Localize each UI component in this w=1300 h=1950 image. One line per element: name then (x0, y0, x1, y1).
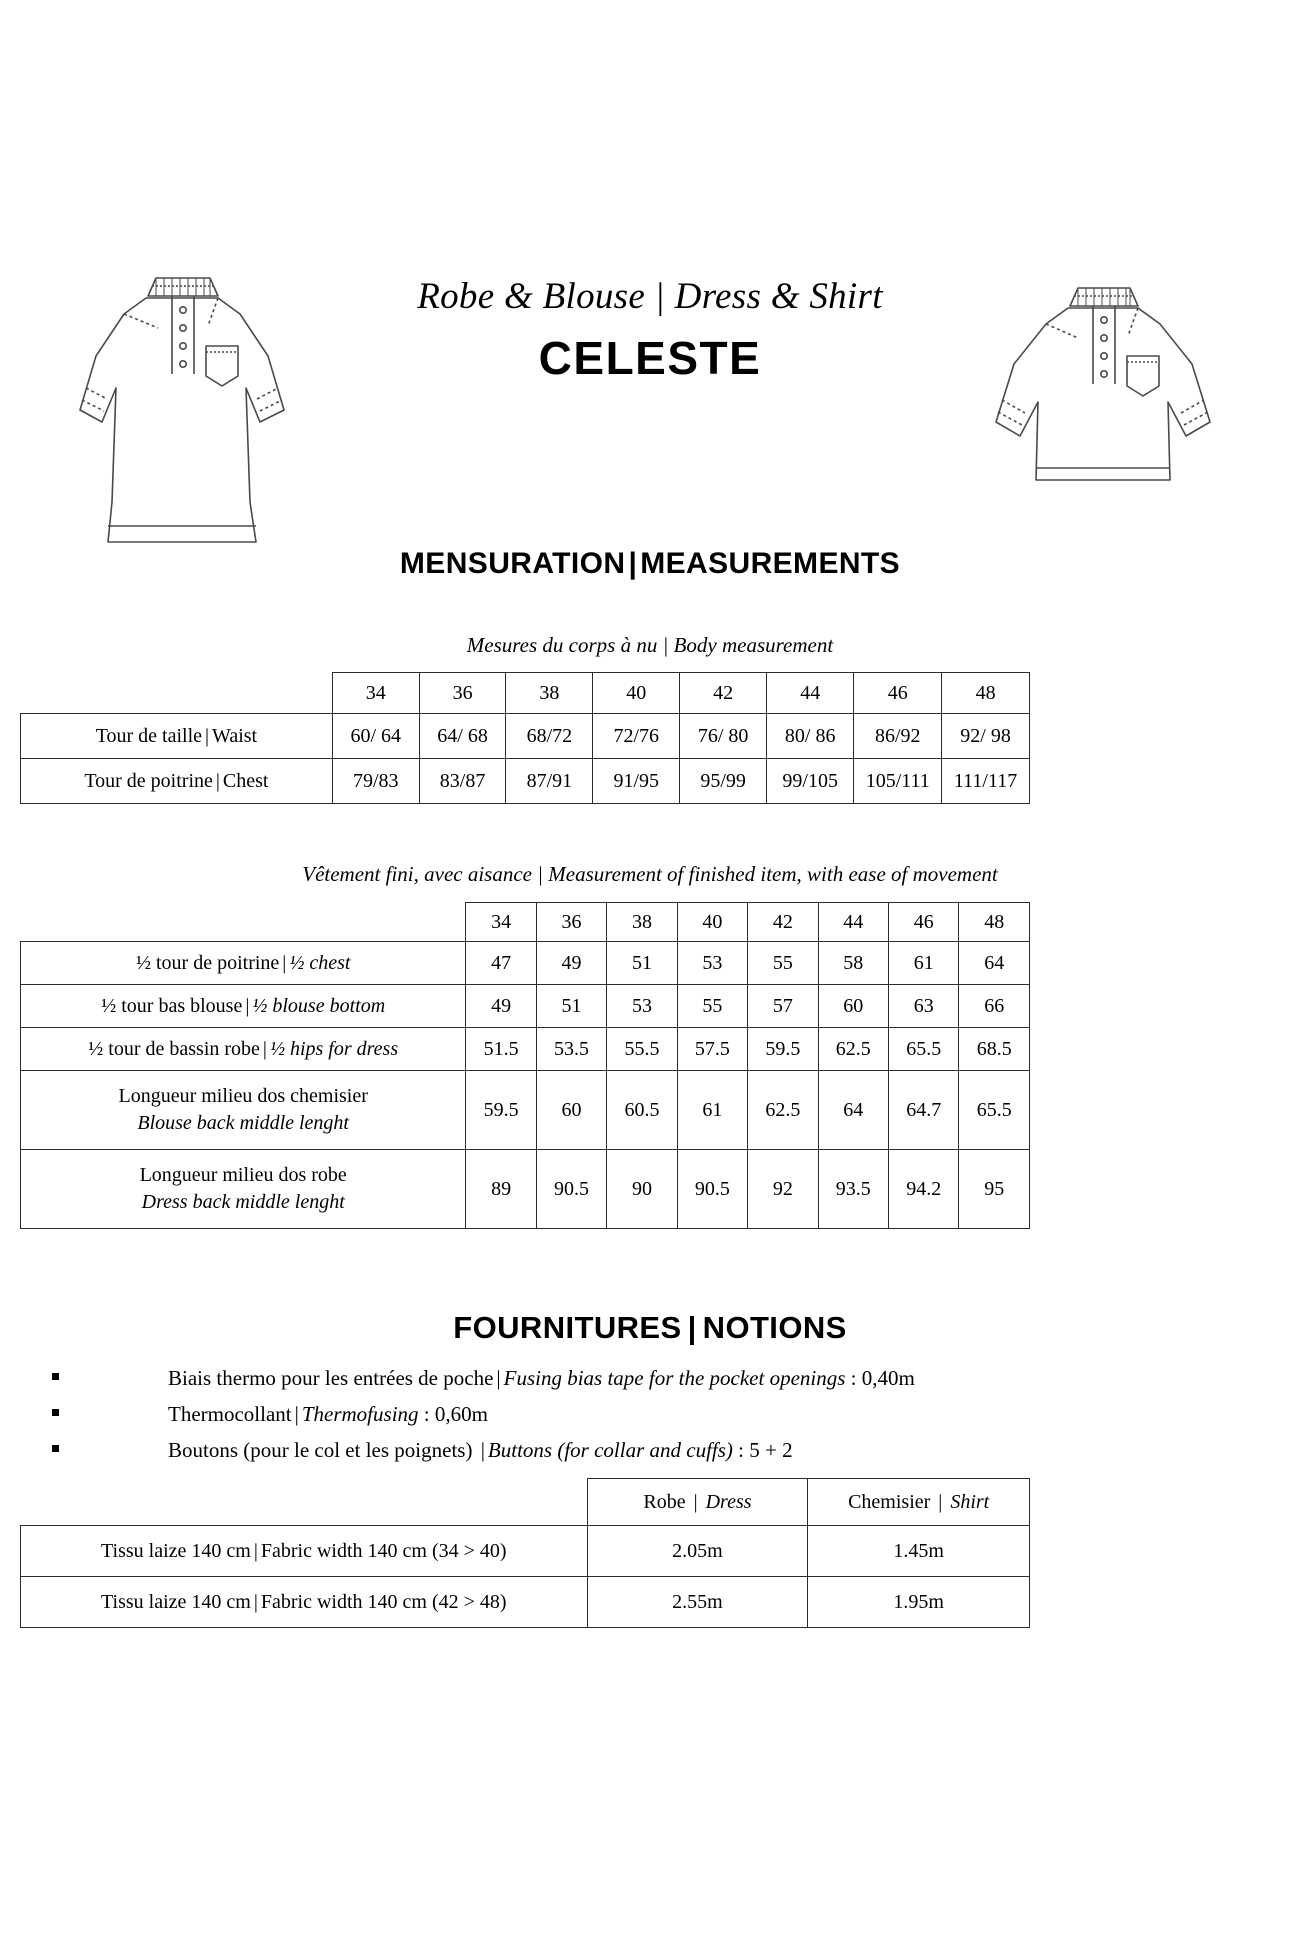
notions-section-heading (0, 1310, 1300, 1346)
measurement-value: 64 (818, 1071, 888, 1150)
size-header-42: 42 (680, 673, 767, 714)
label-en: Waist (212, 724, 258, 747)
label-en: Chest (222, 769, 269, 792)
header-en: Shirt (950, 1490, 990, 1513)
table-header-row (21, 673, 1030, 714)
measurement-value: 64.7 (889, 1071, 959, 1150)
size-header-42: 42 (748, 903, 818, 942)
table-row (21, 1526, 1030, 1577)
heading-separator: | (687, 1310, 697, 1345)
list-item (40, 1396, 1140, 1432)
measurement-value: 57.5 (677, 1028, 747, 1071)
table-header-row (21, 1479, 1030, 1526)
measurement-value: 90.5 (536, 1150, 606, 1229)
measurement-label (21, 942, 466, 985)
table-row (21, 1150, 1030, 1229)
measurement-value: 111/117 (942, 759, 1030, 804)
measurement-value: 66 (959, 985, 1030, 1028)
label-separator: | (294, 1402, 299, 1427)
size-header-44: 44 (818, 903, 888, 942)
measurement-value: 58 (818, 942, 888, 985)
header-en: Dress (705, 1490, 752, 1513)
fabric-width-label (21, 1526, 588, 1577)
measurement-value: 76/ 80 (680, 714, 767, 759)
label-fr: Tissu laize 140 cm (101, 1590, 251, 1613)
label-separator: | (496, 1366, 501, 1390)
measurement-value: 60 (536, 1071, 606, 1150)
label-en: Dress back middle lenght (141, 1191, 345, 1213)
size-header-48: 48 (942, 673, 1030, 714)
measurement-value: 92 (748, 1150, 818, 1229)
header-fr: Robe (643, 1490, 686, 1513)
measurements-heading-fr: MENSURATION (399, 547, 626, 580)
shirt-illustration (980, 280, 1230, 525)
measurement-value: 68/72 (506, 714, 593, 759)
measurement-value: 59.5 (748, 1028, 818, 1071)
label-fr: Tissu laize 140 cm (101, 1539, 251, 1562)
size-header-48: 48 (959, 903, 1030, 942)
label-separator: | (215, 769, 220, 792)
notion-quantity: : 0,60m (418, 1402, 488, 1427)
garment-header-dress (587, 1479, 808, 1526)
measurement-value: 60 (818, 985, 888, 1028)
label-en: Blouse back middle lenght (137, 1112, 349, 1134)
finished-measurement-caption: Vêtement fini, avec aisance | Measurement of finished item, with ease of movement (302, 862, 998, 886)
size-header-46: 46 (854, 673, 942, 714)
measurement-value: 68.5 (959, 1028, 1030, 1071)
list-item (40, 1360, 1140, 1396)
dress-fabric-value: 2.55m (587, 1577, 808, 1628)
header-fr: Chemisier (848, 1490, 931, 1513)
fabric-width-label (21, 1577, 588, 1628)
measurement-label (21, 714, 333, 759)
measurement-label (21, 1028, 466, 1071)
table-row (21, 1071, 1030, 1150)
label-fr: Longueur milieu dos robe (139, 1164, 347, 1186)
measurement-value: 93.5 (818, 1150, 888, 1229)
measurement-value: 55 (748, 942, 818, 985)
table-row (21, 759, 1030, 804)
measurement-value: 79/83 (332, 759, 419, 804)
measurement-value: 51 (607, 942, 677, 985)
measurement-label (21, 1150, 466, 1229)
notions-list (40, 1360, 1140, 1468)
measurement-label (21, 1071, 466, 1150)
measurement-value: 63 (889, 985, 959, 1028)
measurement-value: 55.5 (607, 1028, 677, 1071)
label-separator: | (688, 1490, 703, 1513)
garment-header-shirt (808, 1479, 1030, 1526)
measurement-value: 89 (466, 1150, 536, 1229)
measurement-value: 60.5 (607, 1071, 677, 1150)
measurement-value: 49 (466, 985, 536, 1028)
table-row (21, 985, 1030, 1028)
measurement-value: 92/ 98 (942, 714, 1030, 759)
measurement-value: 53 (607, 985, 677, 1028)
dress-illustration (60, 270, 320, 565)
label-separator: | (282, 951, 287, 974)
label-en: Fabric width 140 cm (42 > 48) (260, 1590, 507, 1613)
measurement-value: 80/ 86 (767, 714, 854, 759)
label-fr: Longueur milieu dos chemisier (118, 1085, 368, 1107)
label-separator: | (205, 724, 210, 747)
fabric-requirement-table (20, 1478, 1030, 1628)
label-separator: | (480, 1438, 485, 1463)
label-fr: ½ tour de bassin robe (88, 1037, 260, 1060)
label-separator: | (253, 1539, 258, 1562)
measurement-value: 61 (677, 1071, 747, 1150)
heading-separator: | (628, 547, 638, 580)
size-header-38: 38 (607, 903, 677, 942)
notion-text-fr: Boutons (pour le col et les poignets) (168, 1438, 478, 1463)
size-header-34: 34 (466, 903, 536, 942)
notions-heading-en: NOTIONS (702, 1310, 847, 1345)
notion-text-en: Buttons (for collar and cuffs) (487, 1438, 733, 1463)
measurement-value: 53 (677, 942, 747, 985)
size-header-34: 34 (332, 673, 419, 714)
size-header-46: 46 (889, 903, 959, 942)
measurement-value: 95/99 (680, 759, 767, 804)
list-item (40, 1432, 1140, 1468)
finished-measurement-table (20, 902, 1030, 1229)
measurement-value: 51 (536, 985, 606, 1028)
label-fr: Tour de taille (95, 724, 203, 747)
measurement-value: 65.5 (889, 1028, 959, 1071)
measurement-value: 51.5 (466, 1028, 536, 1071)
table-corner-cell (21, 903, 466, 942)
document-header (330, 276, 970, 385)
notions-heading-fr: FOURNITURES (453, 1310, 682, 1345)
table-row (21, 1577, 1030, 1628)
label-en: Fabric width 140 cm (34 > 40) (260, 1539, 507, 1562)
table-row (21, 942, 1030, 985)
notion-text-fr: Biais thermo pour les entrées de poche (168, 1366, 494, 1390)
measurement-value: 64 (959, 942, 1030, 985)
dress-fabric-value: 2.05m (587, 1526, 808, 1577)
measurement-value: 94.2 (889, 1150, 959, 1229)
measurement-value: 64/ 68 (419, 714, 506, 759)
size-header-40: 40 (593, 673, 680, 714)
measurement-value: 53.5 (536, 1028, 606, 1071)
label-separator: | (262, 1037, 267, 1060)
measurement-value: 55 (677, 985, 747, 1028)
measurement-value: 62.5 (818, 1028, 888, 1071)
size-header-40: 40 (677, 903, 747, 942)
pattern-name: CELESTE (538, 331, 762, 384)
notion-text-fr: Thermocollant (168, 1402, 292, 1427)
measurements-section-heading (0, 547, 1300, 581)
measurement-value: 83/87 (419, 759, 506, 804)
shirt-fabric-value: 1.95m (808, 1577, 1030, 1628)
square-bullet-icon (52, 1409, 59, 1416)
table-row (21, 714, 1030, 759)
label-en: ½ hips for dress (269, 1037, 399, 1060)
notion-quantity: : 0,40m (845, 1366, 915, 1390)
measurement-value: 95 (959, 1150, 1030, 1229)
size-header-36: 36 (536, 903, 606, 942)
table-header-row (21, 903, 1030, 942)
notion-text-en: Thermofusing (301, 1402, 419, 1427)
measurement-value: 65.5 (959, 1071, 1030, 1150)
measurement-value: 62.5 (748, 1071, 818, 1150)
measurements-heading-en: MEASUREMENTS (640, 547, 901, 580)
table-corner-cell (21, 673, 333, 714)
square-bullet-icon (52, 1445, 59, 1452)
notion-quantity: : 5 + 2 (732, 1438, 793, 1463)
measurement-value: 99/105 (767, 759, 854, 804)
measurement-value: 72/76 (593, 714, 680, 759)
size-header-36: 36 (419, 673, 506, 714)
measurement-value: 105/111 (854, 759, 942, 804)
table-row (21, 1028, 1030, 1071)
label-en: ½ blouse bottom (252, 994, 386, 1017)
measurement-value: 91/95 (593, 759, 680, 804)
size-header-38: 38 (506, 673, 593, 714)
label-fr: ½ tour bas blouse (101, 994, 243, 1017)
size-header-44: 44 (767, 673, 854, 714)
measurement-label (21, 759, 333, 804)
label-separator: | (253, 1590, 258, 1613)
measurement-value: 86/92 (854, 714, 942, 759)
table-corner-cell (21, 1479, 588, 1526)
measurement-value: 47 (466, 942, 536, 985)
measurement-value: 90.5 (677, 1150, 747, 1229)
label-en: ½ chest (289, 951, 351, 974)
shirt-fabric-value: 1.45m (808, 1526, 1030, 1577)
measurement-value: 49 (536, 942, 606, 985)
page-title: Robe & Blouse | Dress & Shirt (417, 276, 883, 317)
measurement-value: 90 (607, 1150, 677, 1229)
label-separator: | (933, 1490, 948, 1513)
measurement-label (21, 985, 466, 1028)
label-fr: ½ tour de poitrine (135, 951, 280, 974)
body-measurement-caption: Mesures du corps à nu | Body measurement (466, 633, 834, 657)
square-bullet-icon (52, 1373, 59, 1380)
label-separator: | (245, 994, 250, 1017)
measurement-value: 57 (748, 985, 818, 1028)
body-measurement-table (20, 672, 1030, 804)
measurement-value: 61 (889, 942, 959, 985)
label-fr: Tour de poitrine (84, 769, 213, 792)
measurement-value: 60/ 64 (332, 714, 419, 759)
notion-text-en: Fusing bias tape for the pocket openings (503, 1366, 846, 1390)
measurement-value: 87/91 (506, 759, 593, 804)
measurement-value: 59.5 (466, 1071, 536, 1150)
